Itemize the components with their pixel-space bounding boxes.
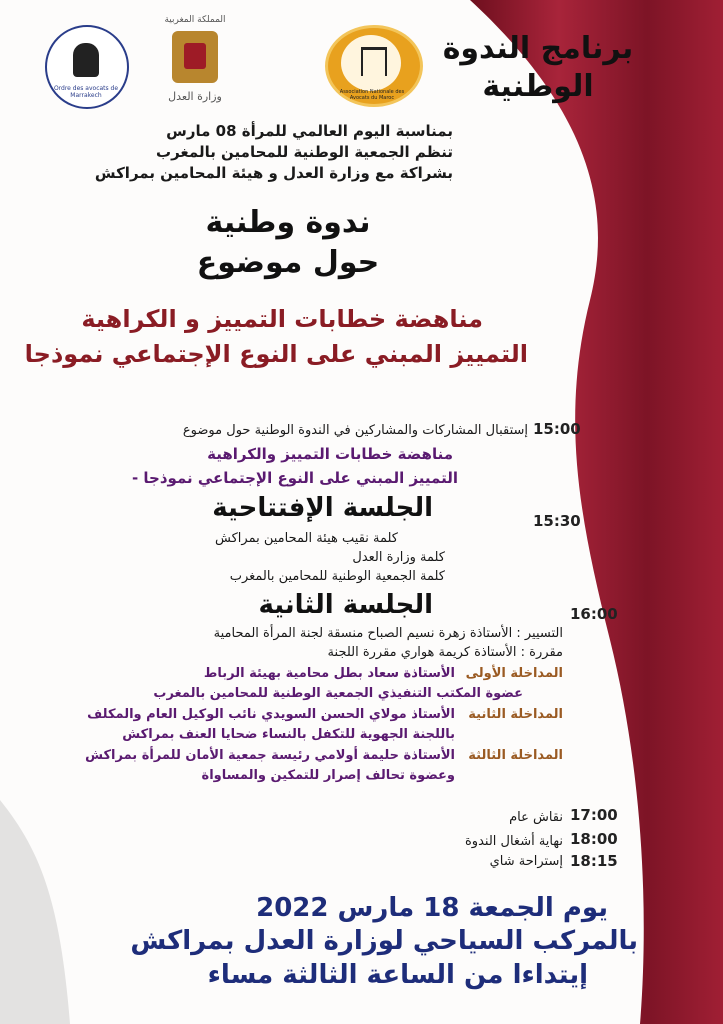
program-theme-1: مناهضة خطابات التمييز والكراهية	[207, 445, 453, 463]
time-1815: 18:15	[570, 852, 618, 870]
nadwa-title: ندوة وطنية	[205, 205, 371, 240]
speech-bar-president: كلمة نقيب هيئة المحامين بمراكش	[215, 531, 398, 546]
right-logo-text: Association Nationale des Avocats du Maroc	[339, 89, 405, 101]
program-title-line1: برنامج الندوة	[442, 31, 634, 66]
left-logo-text: Ordre des avocats de Marrakech	[53, 85, 119, 99]
time-1600: 16:00	[570, 605, 618, 623]
moderator: التسيير : الأستاذة زهرة نسيم الصباح منسقة لجنة المرأة المحامية	[213, 626, 563, 641]
time-1500: 15:00	[533, 420, 581, 438]
general-discussion: نقاش عام	[509, 810, 563, 825]
intervention-2-role: باللجنة الجهوية للتكفل بالنساء ضحايا العنف بمراكش	[122, 727, 455, 742]
national-lawyers-association-logo	[325, 25, 421, 105]
intervention-1-role: عضوة المكتب التنفيذي الجمعية الوطنية للمحامين بالمغرب	[153, 686, 523, 701]
program-reception: إستقبال المشاركات والمشاركين في الندوة الوطنية حول موضوع	[182, 423, 528, 438]
event-venue: بالمركب السياحي لوزارة العدل بمراكش	[130, 926, 638, 956]
theme-line2: التمييز المبني على النوع الإجتماعي نموذجا	[24, 340, 528, 368]
intro-line1: بمناسبة اليوم العالمي للمرأة 08 مارس	[166, 122, 453, 140]
bar-association-marrakech-logo	[45, 25, 127, 107]
speech-ministry: كلمة وزارة العدل	[352, 550, 445, 565]
closing: نهاية أشغال الندوة	[464, 834, 563, 849]
program-title	[423, 30, 653, 106]
second-session-title: الجلسة الثانية	[258, 590, 433, 620]
intervention-2-speaker: الأستاذ مولاي الحسن السويدي نائب الوكيل العام والمكلف	[87, 707, 455, 722]
program-title-line2: الوطنية	[482, 69, 594, 104]
intro-line3: بشراكة مع وزارة العدل و هيئة المحامين بمراكش	[94, 164, 453, 182]
time-1700: 17:00	[570, 806, 618, 824]
tea-break: إستراحة شاي	[489, 854, 563, 869]
opening-session-title: الجلسة الإفتتاحية	[212, 493, 433, 523]
nadwa-subtitle: حول موضوع	[196, 245, 380, 280]
rapporteur: مقررة : الأستاذة كريمة هواري مقررة اللجنة	[327, 645, 563, 660]
ministry-of-justice-logo	[150, 15, 240, 110]
theme-line1: مناهضة خطابات التمييز و الكراهية	[81, 305, 483, 333]
center-logo-text-top: المملكة المغربية	[164, 15, 226, 25]
center-logo-text-bottom: وزارة العدل	[168, 90, 222, 103]
program-theme-2: التمييز المبني على النوع الإجتماعي نموذجا -	[131, 469, 458, 487]
intervention-1-label: المداخلة الأولى	[465, 666, 563, 681]
intro-line2: تنظم الجمعية الوطنية للمحامين بالمغرب	[156, 143, 453, 161]
time-1800: 18:00	[570, 830, 618, 848]
event-date: يوم الجمعة 18 مارس 2022	[256, 893, 608, 923]
intervention-3-speaker: الأستاذة حليمة أولامي رئيسة جمعية الأمان للمرأة بمراكش	[85, 748, 455, 763]
intervention-2-label: المداخلة الثانية	[468, 707, 563, 722]
speech-association: كلمة الجمعية الوطنية للمحامين بالمغرب	[229, 569, 445, 584]
intervention-3-role: وعضوة تحالف إصرار للتمكين والمساواة	[201, 768, 455, 783]
intervention-3-label: المداخلة الثالثة	[468, 748, 563, 763]
time-1530: 15:30	[533, 512, 581, 530]
event-start-time: إيتداءا من الساعة الثالثة مساء	[207, 960, 588, 990]
intervention-1-speaker: الأستاذة سعاد بطل محامية بهيئة الرباط	[203, 666, 455, 681]
